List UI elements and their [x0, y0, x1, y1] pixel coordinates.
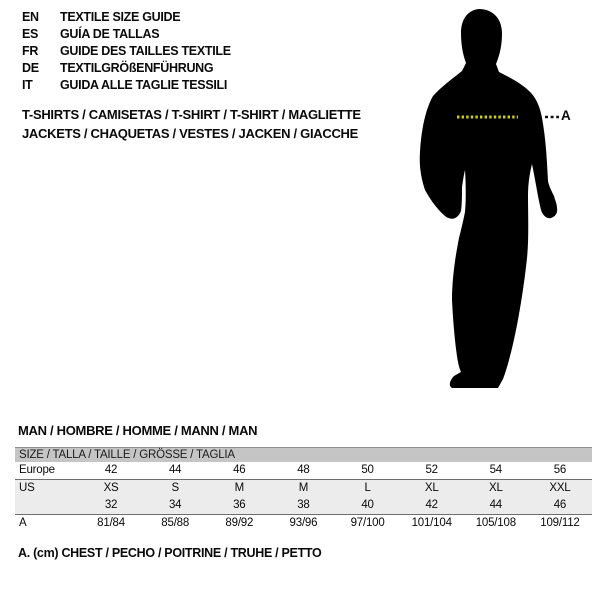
language-row	[22, 60, 231, 77]
size-value-cell: 56	[553, 464, 567, 476]
size-value-cell: 109/112	[540, 517, 580, 529]
size-value-cell: 34	[168, 499, 182, 511]
language-label: GUÍA DE TALLAS	[60, 27, 160, 41]
man-silhouette-figure	[405, 0, 600, 400]
size-value-cell: 52	[425, 464, 438, 476]
size-value-cell: 85/88	[161, 517, 190, 529]
size-value-cell: XXL	[549, 482, 571, 494]
language-code: EN	[22, 10, 39, 24]
size-value-cell: 81/84	[97, 517, 125, 529]
footnote-chest-measure: A. (cm) CHEST / PECHO / POITRINE / TRUHE / PETTO	[18, 546, 322, 560]
category-line-jackets: JACKETS / CHAQUETAS / VESTES / JACKEN / GIACCHE	[22, 125, 358, 141]
language-row	[22, 26, 231, 43]
size-value-cell: S	[171, 482, 179, 494]
category-line-tshirts: T-SHIRTS / CAMISETAS / T-SHIRT / T-SHIRT / MAGLIETTE	[22, 107, 361, 122]
size-table-body	[15, 462, 592, 532]
size-value-cell: 48	[297, 464, 310, 476]
size-table	[15, 447, 592, 532]
language-row	[22, 77, 231, 94]
size-value-cell: 46	[233, 464, 246, 476]
language-code: ES	[22, 27, 39, 41]
size-value-cell: M	[234, 482, 244, 494]
size-value-cell: 105/108	[475, 517, 516, 529]
language-row	[22, 43, 231, 60]
row-label	[15, 497, 79, 514]
size-value-cell: 42	[104, 464, 118, 476]
size-value-cell: XL	[488, 482, 503, 494]
size-value-cell: 46	[553, 499, 567, 511]
size-value-cell: 36	[233, 499, 246, 511]
row-label: A	[19, 517, 27, 529]
size-value-cell: 42	[425, 499, 438, 511]
table-row	[15, 479, 592, 497]
size-value-cell: 54	[489, 464, 503, 476]
size-value-cell: 38	[297, 499, 310, 511]
language-code: IT	[22, 78, 33, 92]
size-value-cell: 89/92	[225, 517, 254, 529]
size-value-cell: 101/104	[411, 517, 452, 529]
man-silhouette	[420, 9, 557, 388]
language-code: FR	[22, 44, 39, 58]
size-value-cell: 93/96	[289, 517, 318, 529]
size-value-cell: 44	[489, 499, 503, 511]
language-label: GUIDA ALLE TAGLIE TESSILI	[60, 78, 228, 92]
language-list	[22, 9, 231, 94]
table-row	[15, 497, 592, 514]
size-value-cell: XL	[424, 482, 439, 494]
table-row	[15, 514, 592, 532]
size-value-cell: XS	[103, 482, 119, 494]
language-row	[22, 9, 231, 26]
size-table-header: SIZE / TALLA / TAILLE / GRÖSSE / TAGLIA	[15, 447, 592, 462]
size-value-cell: 32	[104, 499, 118, 511]
size-value-cell: 40	[361, 499, 374, 511]
row-label: Europe	[19, 464, 55, 476]
size-value-cell: 97/100	[350, 517, 385, 529]
size-value-cell: L	[364, 482, 371, 494]
size-value-cell: M	[298, 482, 309, 494]
category-lines	[22, 106, 361, 143]
language-label: GUIDE DES TAILLES TEXTILE	[60, 44, 231, 58]
language-label: TEXTILE SIZE GUIDE	[60, 10, 181, 24]
measurement-label-a: A	[561, 108, 571, 123]
size-value-cell: 44	[168, 464, 182, 476]
language-code: DE	[22, 61, 39, 75]
size-value-cell: 50	[361, 464, 374, 476]
language-label: TEXTILGRÖßENFÜHRUNG	[60, 61, 214, 75]
section-title-man: MAN / HOMBRE / HOMME / MANN / MAN	[18, 423, 258, 438]
row-label: US	[19, 482, 35, 494]
table-row	[15, 462, 592, 479]
